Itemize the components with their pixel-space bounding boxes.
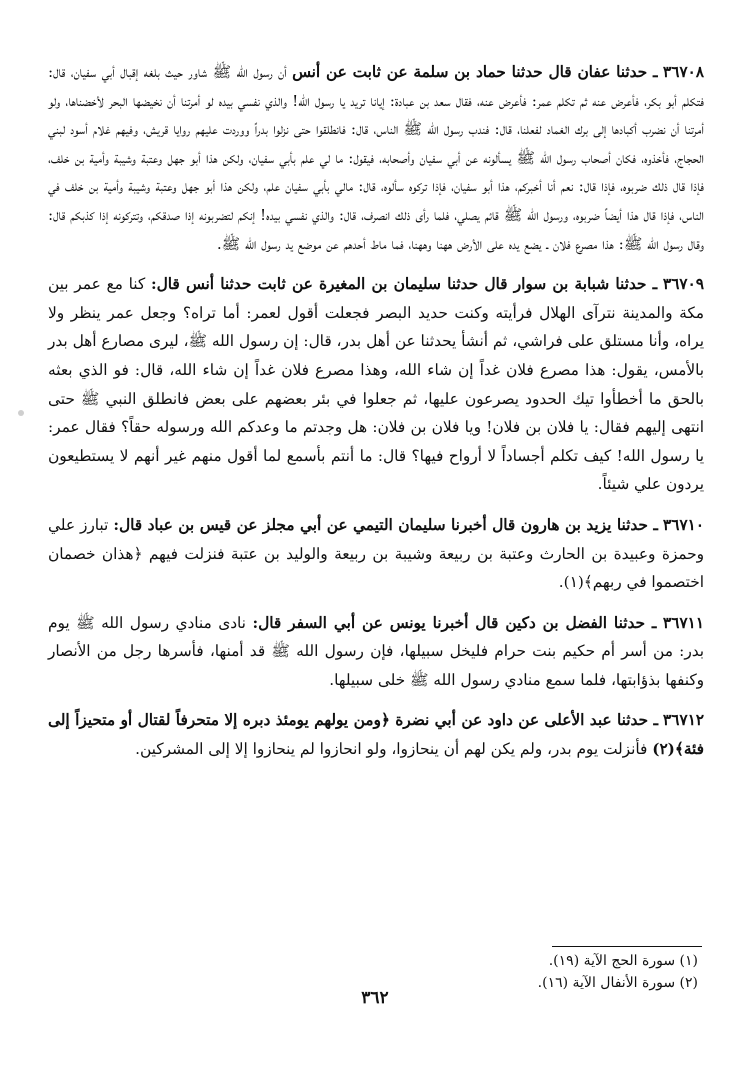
page-body [48,58,704,776]
hadith-36709 [48,270,704,499]
scan-speck [18,410,24,416]
hadith-text: نادى منادي رسول الله ﷺ يوم بدر: من أسر أم حكيم بنت حرام فليخل سبيلها، فإن رسول الله ﷺ قد أمنها، فأسرها رجل من الأنصار وكنفها بذؤابتها، فلما سمع منادي رسول الله ﷺ خلى سبيلها. [48,613,704,689]
hadith-36712 [48,706,704,763]
page-number: ٣٦٢ [361,988,389,1008]
hadith-number: ٣٦٧٠٨ [662,63,704,81]
hadith-text: فأنزلت يوم بدر، ولم يكن لهم أن ينحازوا، ولو انحازوا لم ينحازوا إلا إلى المشركين. [135,740,648,759]
hadith-36711 [48,609,704,695]
footnote-1: (١) سورة الحج الآية (١٩). [548,953,698,969]
hadith-isnad: ـ حدثنا عبد الأعلى عن داود عن أبي نضرة ﴿ومن يولهم يومئذ دبره إلا متحرفاً لقتال أو متحيزاً إلى فئة﴾(٢) [48,711,704,759]
hadith-number: ٣٦٧٠٩ [662,275,704,294]
hadith-number: ٣٦٧١٢ [662,711,705,730]
hadith-isnad: ـ حدثنا عفان قال حدثنا حماد بن سلمة عن ثابت عن أنس [292,63,658,81]
hadith-text: أن رسول الله ﷺ شاور حيث بلغه إقبال أبي سفيان، قال: فتكلم أبو بكر، فأعرض عنه ثم تكلم عمر: فأعرض عنه، فقال سعد بن عبادة: إيانا تريد يا رسول الله! والذي نفسي بيده لو أمرتنا أن نخيضها البحر لأخضناها، ولو أمرتنا أن نضرب أكبادها إلى برك الغماد لفعلنا، قال: فندب رسول الله ﷺ الناس، قال: فانطلقوا حتى نزلوا بدراً ووردت عليهم روايا قريش، وفيهم غلام أسود لبني الحجاج، فأخذوه، فكان أصحاب رسول الله ﷺ يسألونه عن أبي سفيان وأصحابه، فيقول: ما لي علم بأبي سفيان، ولكن هذا أبو جهل وعتبة وشيبة وأمية بن خلف، فإذا قال ذلك ضربوه، فإذا قال: نعم أنا أخبركم، هذا أبو سفيان، فإذا تركوه سألوه، قال: مالي بأبي سفيان علم، ولكن هذا أبو جهل وعتبة وشيبة وأمية بن خلف في الناس، فإذا قال هذا أيضاً ضربوه، ورسول الله ﷺ قائم يصلي، فلما رأى ذلك انصرف، قال: والذي نفسي بيده! إنكم لتضربونه إذا صدقكم، وتتركونه إذا كذبكم قال: وقال رسول الله ﷺ: هذا مصرع فلان ـ يضع يده على الأرض ههنا وههنا، فما ماط أحدهم عن موضع يد رسول الله ﷺ. [48,63,704,253]
hadith-isnad: ـ حدثنا الفضل بن دكين قال أخبرنا يونس عن أبي السفر قال: [252,613,657,632]
hadith-text: كنا مع عمر بين مكة والمدينة نترآى الهلال فرأيته وكنت حديد البصر فجعلت أقول لعمر: أما تراه؟ وجعل عمر ينظر ولا يراه، وأنا مستلق على فراشي، ثم أنشأ يحدثنا عن أهل بدر، قال: إن رسول الله ﷺ، ليرى مصارع أهل بدر بالأمس، يقول: هذا مصرع فلان غداً إن شاء الله، وهذا مصرع فلان غداً إن شاء الله، قال: فو الذي بعثه بالحق ما أخطأوا تيك الحدود يصرعون عليها، ثم جعلوا في بئر بعضهم على بعض فانطلق النبي ﷺ حتى انتهى إليهم فقال: يا فلان بن فلان! ويا فلان بن فلان: هل وجدتم ما وعدكم الله ورسوله حقاً؟ فقال عمر: يا رسول الله! كيف تكلم أجساداً لا أرواح فيها؟ قال: ما أنتم بأسمع لما أقول منهم غير أنهم لا يستطيعون يردون علي شيئاً. [48,275,705,494]
hadith-isnad: ـ حدثنا يزيد بن هارون قال أخبرنا سليمان التيمي عن أبي مجلز عن قيس بن عباد قال: [113,515,658,534]
hadith-text: تبارز علي وحمزة وعبيدة بن الحارث وعتبة بن ربيعة وشيبة بن ربيعة والوليد بن عتبة فنزلت فيهم ﴿هذان خصمان اختصموا في ربهم﴾(١). [48,515,704,592]
hadith-isnad: ـ حدثنا شبابة بن سوار قال حدثنا سليمان بن المغيرة عن ثابت حدثنا أنس قال: [151,275,658,294]
hadith-number: ٣٦٧١٠ [662,515,704,534]
footnote-divider [552,946,702,947]
footnote-2: (٢) سورة الأنفال الآية (١٦). [537,975,698,991]
hadith-36710 [48,511,704,597]
hadith-36708 [48,58,704,258]
hadith-number: ٣٦٧١١ [662,613,704,632]
